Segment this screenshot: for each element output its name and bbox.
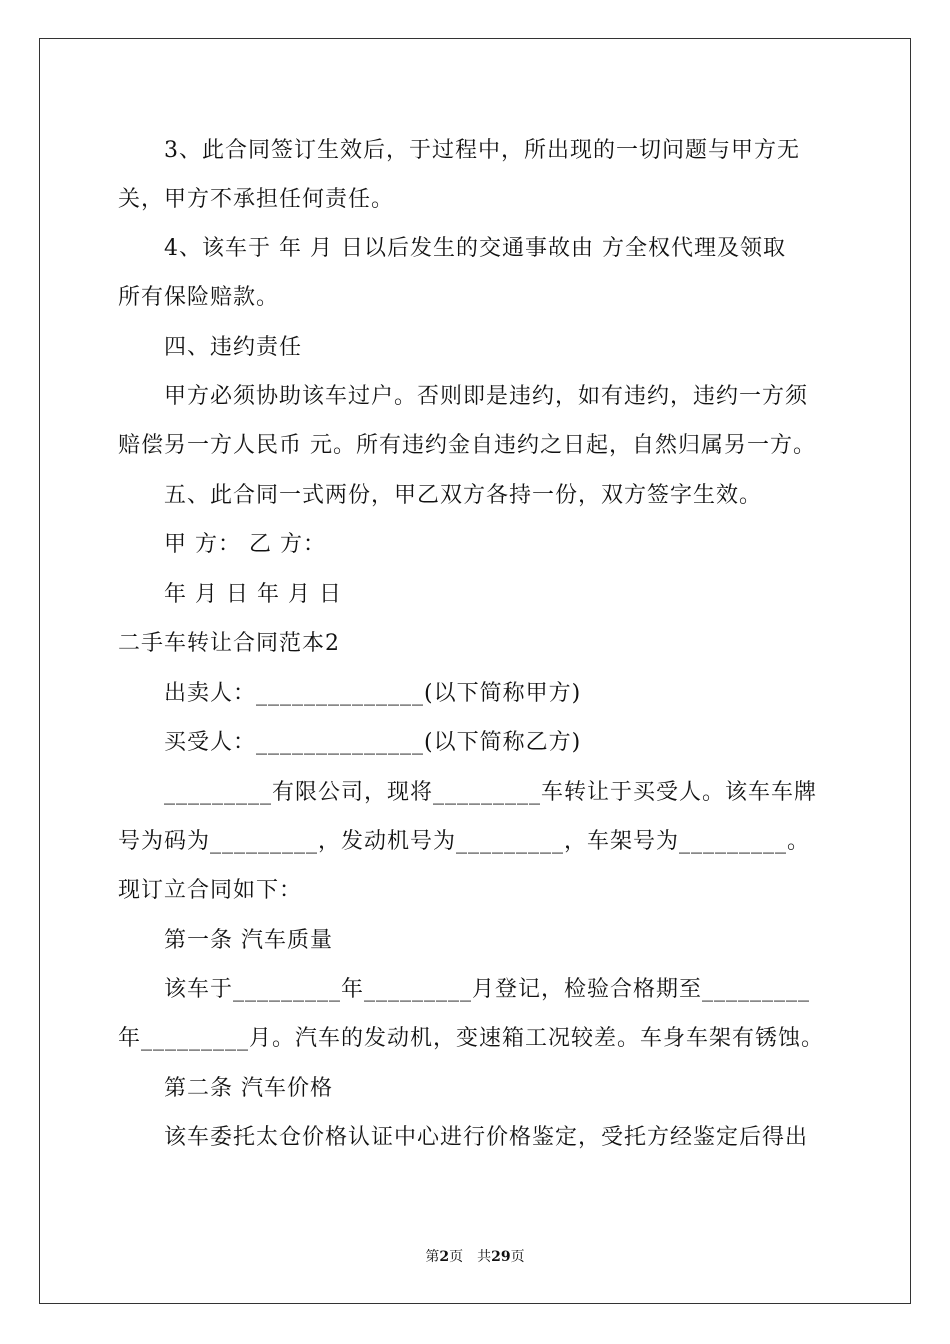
signature-dates: 年 月 日 年 月 日 <box>164 582 342 607</box>
paragraph-line: 五、此合同一式两份，甲乙双方各持一份，双方签字生效。 <box>164 483 763 508</box>
paragraph-line: 年_________月。汽车的发动机，变速箱工况较差。车身车架有锈蚀。 <box>118 1026 825 1051</box>
paragraph-line: 所有保险赔款。 <box>118 285 280 310</box>
page-footer <box>0 1246 950 1266</box>
page-mid: 页 共 <box>449 1249 492 1265</box>
buyer-field: 买受人：______________(以下简称乙方) <box>164 730 582 755</box>
page-total: 29 <box>491 1249 511 1265</box>
paragraph-line: 3、此合同签订生效后，于过程中，所出现的一切问题与甲方无 <box>164 138 800 163</box>
paragraph-line: 号为码为_________，发动机号为_________，车架号为_________。 <box>118 829 811 854</box>
page-prefix: 第 <box>425 1249 440 1265</box>
page-number: 2 <box>439 1249 450 1265</box>
section-heading: 四、违约责任 <box>164 335 303 360</box>
article-heading: 第一条 汽车质量 <box>164 928 333 953</box>
paragraph-line: 现订立合同如下： <box>118 878 303 903</box>
signature-parties: 甲 方： 乙 方： <box>164 532 326 557</box>
seller-field: 出卖人：______________(以下简称甲方) <box>164 681 582 706</box>
page-suffix: 页 <box>510 1249 525 1265</box>
article-heading: 第二条 汽车价格 <box>164 1076 333 1101</box>
paragraph-line: 该车于_________年_________月登记，检验合格期至_________ <box>164 977 811 1002</box>
paragraph-line: 赔偿另一方人民币 元。所有违约金自违约之日起，自然归属另一方。 <box>118 433 816 458</box>
paragraph-line: 关，甲方不承担任何责任。 <box>118 187 395 212</box>
paragraph-line: 该车委托太仓价格认证中心进行价格鉴定，受托方经鉴定后得出 <box>164 1125 809 1150</box>
paragraph-line: _________有限公司，现将_________车转让于买受人。该车车牌 <box>164 780 818 805</box>
page-border <box>39 38 911 1304</box>
paragraph-line: 甲方必须协助该车过户。否则即是违约，如有违约，违约一方须 <box>164 384 809 409</box>
document-title: 二手车转让合同范本2 <box>118 631 340 656</box>
paragraph-line: 4、该车于 年 月 日以后发生的交通事故由 方全权代理及领取 <box>164 236 786 261</box>
